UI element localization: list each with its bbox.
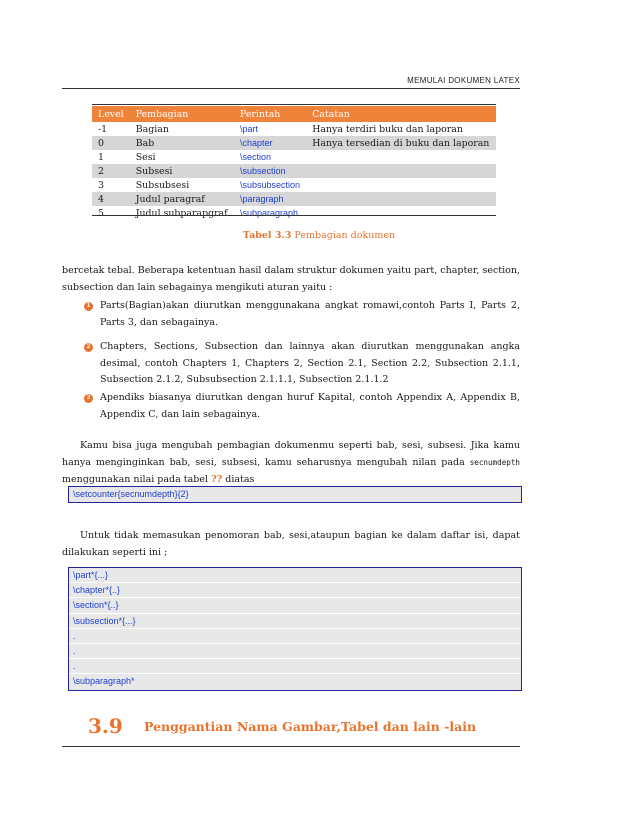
cell-level: -1 [92, 122, 130, 136]
cell-command: \subsubsection [234, 178, 306, 192]
cell-level: 1 [92, 150, 130, 164]
code-line: \section*{..} [69, 598, 521, 613]
cell-note [306, 178, 496, 192]
section-number: 3.9 [88, 714, 123, 738]
list-item [84, 390, 520, 423]
table-row [92, 206, 496, 220]
cell-division: Sesi [130, 150, 234, 164]
table-bottom-rule [92, 215, 496, 216]
cell-division: Bab [130, 136, 234, 150]
paragraph-secnumdepth [62, 437, 520, 488]
list-item [84, 298, 520, 331]
cell-division: Bagian [130, 122, 234, 136]
column-header: Level [92, 106, 130, 122]
cell-division: Judul subparapgraf [130, 206, 234, 220]
cell-command: \subparagraph [234, 206, 306, 220]
cell-command: \part [234, 122, 306, 136]
cell-command: \subsection [234, 164, 306, 178]
code-line: \chapter*{..} [69, 583, 521, 598]
column-header: Perintah [234, 106, 306, 122]
paragraph-text: Kamu bisa juga mengubah pembagian dokumenmu seperti bab, sesi, subsesi. Jika kamu hanya menginginkan bab, sesi, subsesi, kamu seharusnya mengubah nilan pada [62, 440, 520, 468]
paragraph-text: menggunakan nilai pada tabel [62, 474, 209, 485]
cell-note [306, 164, 496, 178]
list-item [84, 339, 520, 389]
code-line: \subsection*{...} [69, 614, 521, 629]
inline-code: secnumdepth [469, 458, 520, 467]
cell-division: Subsubsesi [130, 178, 234, 192]
table-row [92, 164, 496, 178]
cell-level: 0 [92, 136, 130, 150]
list-item-text: Parts(Bagian)akan diurutkan menggunakana angkat romawi,contoh Parts I, Parts 2, Parts 3, dan sebagainya. [100, 300, 520, 328]
table-row [92, 150, 496, 164]
cell-command: \chapter [234, 136, 306, 150]
code-line: \subparagraph* [69, 674, 521, 689]
section-title: Penggantian Nama Gambar,Tabel dan lain -lain [144, 719, 477, 734]
code-block-setcounter [68, 486, 522, 503]
caption-label: Tabel 3.3 [242, 230, 292, 241]
list-item-text: Chapters, Sections, Subsection dan lainnya akan diurutkan menggunakan angka desimal, contoh Chapters 1, Chapters 2, Section 2.1, Section 2.2, Subsection 2.1.1, Subsection 2.1.2, Subsubsection 2.1.1.1, Subsection 2.1.1.2 [100, 341, 520, 385]
table-row [92, 192, 496, 206]
paragraph-unnumbered: Untuk tidak memasukan penomoran bab, sesi,ataupun bagian ke dalam daftar isi, dapat dilakukan seperti ini ; [62, 530, 520, 558]
column-header: Pembagian [130, 106, 234, 122]
code-line: . [69, 659, 521, 674]
table-row [92, 178, 496, 192]
cell-command: \paragraph [234, 192, 306, 206]
section-heading [88, 714, 476, 738]
caption-text: Pembagian dokumen [294, 230, 396, 241]
code-line: \setcounter{secnumdepth}{2} [69, 487, 521, 502]
table-row [92, 136, 496, 150]
paragraph-intro: bercetak tebal. Beberapa ketentuan hasil dalam struktur dokumen yaitu part, chapter, section, subsection dan lain sebagainya mengikuti aturan yaitu : [62, 265, 520, 293]
cell-command: \section [234, 150, 306, 164]
paragraph-text: diatas [225, 474, 255, 485]
level-table [92, 106, 496, 220]
list-number-badge: 3 [84, 394, 93, 403]
code-line: . [69, 644, 521, 659]
section-rule [62, 746, 520, 747]
cell-level: 3 [92, 178, 130, 192]
cell-division: Judul paragraf [130, 192, 234, 206]
cell-level: 5 [92, 206, 130, 220]
column-header: Catatan [306, 106, 496, 122]
table-top-rule [92, 104, 496, 105]
list-number-badge: 1 [84, 302, 93, 311]
table-caption [0, 230, 638, 241]
code-block-starred [68, 567, 522, 691]
table-reference: ?? [211, 474, 223, 485]
cell-note [306, 150, 496, 164]
cell-division: Subsesi [130, 164, 234, 178]
cell-level: 4 [92, 192, 130, 206]
list-item-text: Apendiks biasanya diurutkan dengan huruf Kapital, contoh Appendix A, Appendix B, Appendix C, dan lain sebagainya. [100, 392, 520, 420]
table-row [92, 122, 496, 136]
header-rule [62, 88, 520, 89]
cell-note: Hanya terdiri buku dan laporan [306, 122, 496, 136]
cell-level: 2 [92, 164, 130, 178]
cell-note: Hanya tersedian di buku dan laporan [306, 136, 496, 150]
cell-note [306, 206, 496, 220]
code-line: \part*{...} [69, 568, 521, 583]
cell-note [306, 192, 496, 206]
table-header-row [92, 106, 496, 122]
list-number-badge: 2 [84, 343, 93, 352]
code-line: . [69, 629, 521, 644]
running-header: MEMULAI DOKUMEN LATEX [407, 76, 520, 85]
